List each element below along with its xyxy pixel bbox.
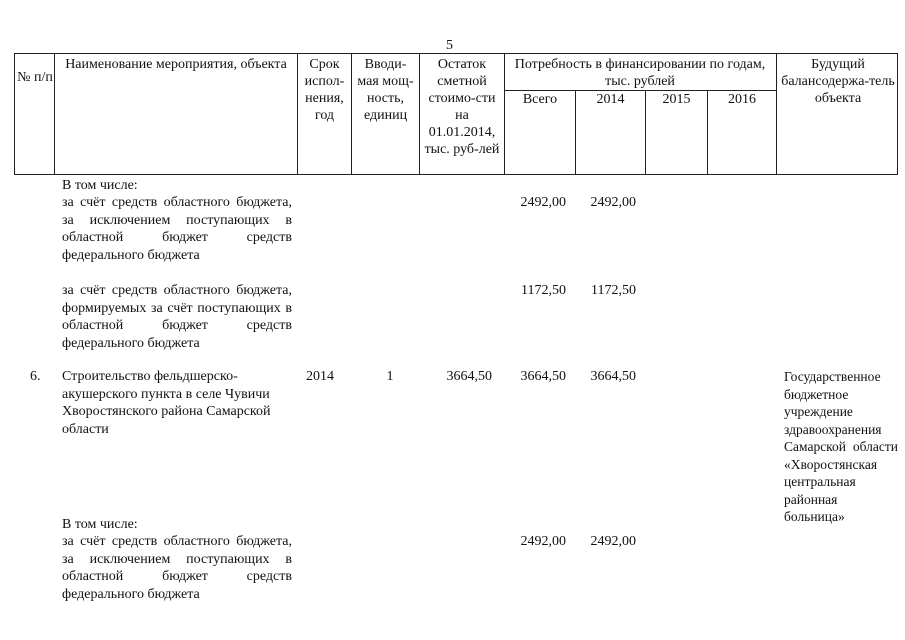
header-col-term: Срок испол-нения, год <box>304 57 345 123</box>
remaining-cost: 3664,50 <box>446 369 492 384</box>
table-header <box>14 53 898 175</box>
capacity-units: 1 <box>386 369 394 384</box>
row-number: 6. <box>30 369 41 384</box>
amount-2014: 1172,50 <box>591 283 636 298</box>
header-col-no: № п/п <box>17 70 53 85</box>
col-divider <box>504 54 505 174</box>
amount-total: 2492,00 <box>520 534 566 549</box>
col-divider <box>776 54 777 174</box>
amount-2014: 3664,50 <box>590 369 636 384</box>
amount-total: 1172,50 <box>521 283 566 298</box>
header-col-capacity: Вводи-мая мощ-ность, единиц <box>357 57 414 123</box>
amount-total: 2492,00 <box>520 195 566 210</box>
header-col-need: Потребность в финансировании по годам, тыс. рублей <box>514 57 766 89</box>
amount-2014: 2492,00 <box>590 195 636 210</box>
col-divider <box>419 54 420 174</box>
page-number: 5 <box>446 38 453 53</box>
header-col-remainder: Остаток сметной стоимо-сти на 01.01.2014, тыс. руб-лей <box>424 57 500 157</box>
funding-source-text: за счёт средств областного бюджета, формируемых за счёт поступающих в областной бюджет средств федерального бюджета <box>62 283 292 351</box>
amount-total: 3664,50 <box>520 369 566 384</box>
subtotal-label: В том числе: <box>62 178 138 193</box>
subtotal-label: В том числе: <box>62 517 138 532</box>
header-col-2014: 2014 <box>596 92 625 107</box>
col-divider <box>297 54 298 174</box>
header-col-name: Наименование мероприятия, объекта <box>65 57 287 72</box>
object-name: Строительство фельдшерско-акушерского пункта в селе Чувичи Хворостянского района Самарской области <box>62 369 271 437</box>
amount-2014: 2492,00 <box>590 534 636 549</box>
balance-holder: Государственное бюджетное учреждение здравоохранения Самарской области «Хворостянская центральная районная больница» <box>784 369 898 524</box>
header-col-total: Всего <box>522 92 558 107</box>
header-col-2015: 2015 <box>662 92 691 107</box>
col-divider <box>351 54 352 174</box>
funding-source-text: за счёт средств областного бюджета, за исключением поступающих в областной бюджет средств федерального бюджета <box>62 534 292 602</box>
execution-year: 2014 <box>306 369 334 384</box>
funding-source-text: за счёт средств областного бюджета, за исключением поступающих в областной бюджет средств федерального бюджета <box>62 195 292 263</box>
col-divider <box>54 54 55 174</box>
header-col-holder: Будущий балансодержа-тель объекта <box>781 57 895 106</box>
header-col-2016: 2016 <box>728 92 756 107</box>
